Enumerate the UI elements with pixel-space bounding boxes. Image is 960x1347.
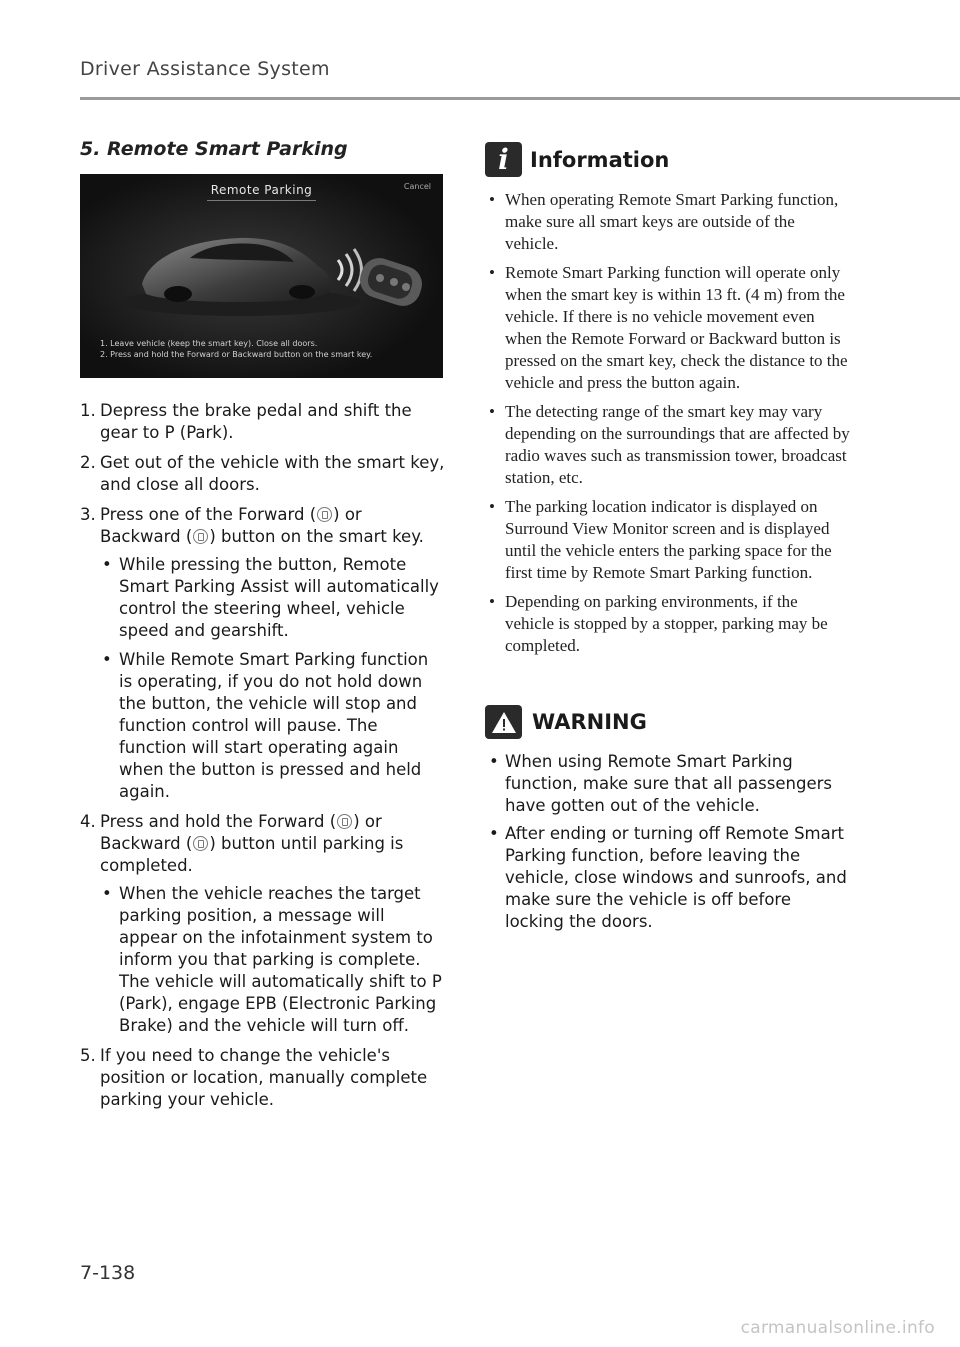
page-number: 7-138: [80, 1262, 136, 1284]
step-1: 1. Depress the brake pedal and shift the gear to P (Park).: [80, 401, 412, 442]
header-rule: [80, 97, 960, 100]
list-item: • The parking location indicator is displayed on Surround View Monitor screen and is displayed until the vehicle enters the parking space for the first time by Remote Smart Parking function.: [485, 496, 850, 584]
watermark: carmanualsonline.info: [740, 1318, 935, 1338]
list-item: • When operating Remote Smart Parking function, make sure all smart keys are outside of the vehicle.: [485, 189, 850, 255]
step-2: 2. Get out of the vehicle with the smart key, and close all doors.: [80, 453, 445, 494]
section-title: 5. Remote Smart Parking: [80, 138, 348, 160]
list-item: • The detecting range of the smart key may vary depending on the surroundings that are affected by radio waves such as transmission tower, broadcast station, etc.: [485, 401, 850, 489]
step-5: 5. If you need to change the vehicle's position or location, manually complete parking your vehicle.: [80, 1046, 428, 1109]
information-list: [485, 189, 850, 657]
smart-key-forward-icon: [317, 507, 332, 522]
list-item: • Depending on parking environments, if the vehicle is stopped by a stopper, parking may be completed.: [485, 591, 850, 657]
list-item: • After ending or turning off Remote Smart Parking function, before leaving the vehicle, close windows and sunroofs, and make sure the vehicle is off before locking the doors.: [485, 823, 850, 933]
list-item: • While pressing the button, Remote Smart Parking Assist will automatically control the steering wheel, vehicle speed and gearshift.: [100, 554, 445, 642]
smart-key-forward-icon: [337, 814, 352, 829]
step-4-notes: [100, 883, 445, 1037]
warning-box: [485, 705, 850, 933]
list-item: • When the vehicle reaches the target parking position, a message will appear on the infotainment system to inform you that parking is complete. The vehicle will automatically shift to P (Park), engage EPB (Electronic Parking Brake) and the vehicle will turn off.: [100, 883, 445, 1037]
procedure-steps: [80, 400, 445, 1111]
info-icon: i: [485, 142, 522, 177]
list-item: • While Remote Smart Parking function is operating, if you do not hold down the button, the vehicle will stop and function control will pause. The function will start operating again when the button is pressed and held again.: [100, 649, 445, 803]
screen-title: Remote Parking: [80, 183, 443, 201]
warning-title: WARNING: [532, 710, 647, 734]
step-4: 4. Press and hold the Forward ( ) or Backward ( ) button until parking is completed. • When the vehicle reaches the target parking position, a message will appear on the infotainment system to inform you that parking is complete. The vehicle will automatically shift to P (Park), engage EPB (Electronic Parking Brake) and the vehicle will turn off.: [80, 811, 445, 1037]
smart-key-backward-icon: [193, 529, 208, 544]
warning-list: [485, 751, 850, 933]
screen-cancel-label: Cancel: [403, 182, 431, 191]
right-column: [485, 142, 850, 939]
remote-parking-screen-illustration: [80, 174, 443, 378]
screen-caption: 1. Leave vehicle (keep the smart key). Close all doors. 2. Press and hold the Forward or Backward button on the smart key.: [100, 339, 373, 359]
step-3: 3. Press one of the Forward ( ) or Backward ( ) button on the smart key. • While pressing the button, Remote Smart Parking Assist will automatically control the steering wheel, vehicle speed and gearshift. • While Remote Smart Parking function is operating, if you do not hold down the button, the vehicle will stop and function control will pause. The function will start operating again when the button is pressed and held again.: [80, 504, 445, 803]
smart-key-backward-icon: [193, 836, 208, 851]
step-3-notes: [100, 554, 445, 803]
list-item: • Remote Smart Parking function will operate only when the smart key is within 13 ft. (4 m) from the vehicle. If there is no vehicle movement even when the Remote Forward or Backward button is pressed on the smart key, check the distance to the vehicle and press the button again.: [485, 262, 850, 394]
left-column: [80, 138, 445, 1119]
warning-header: [485, 705, 850, 739]
information-header: [485, 142, 850, 177]
information-title: Information: [530, 147, 670, 172]
running-header: Driver Assistance System: [80, 58, 330, 80]
warning-triangle-icon: [485, 705, 522, 739]
information-box: [485, 142, 850, 657]
list-item: • When using Remote Smart Parking function, make sure that all passengers have gotten out of the vehicle.: [485, 751, 850, 817]
